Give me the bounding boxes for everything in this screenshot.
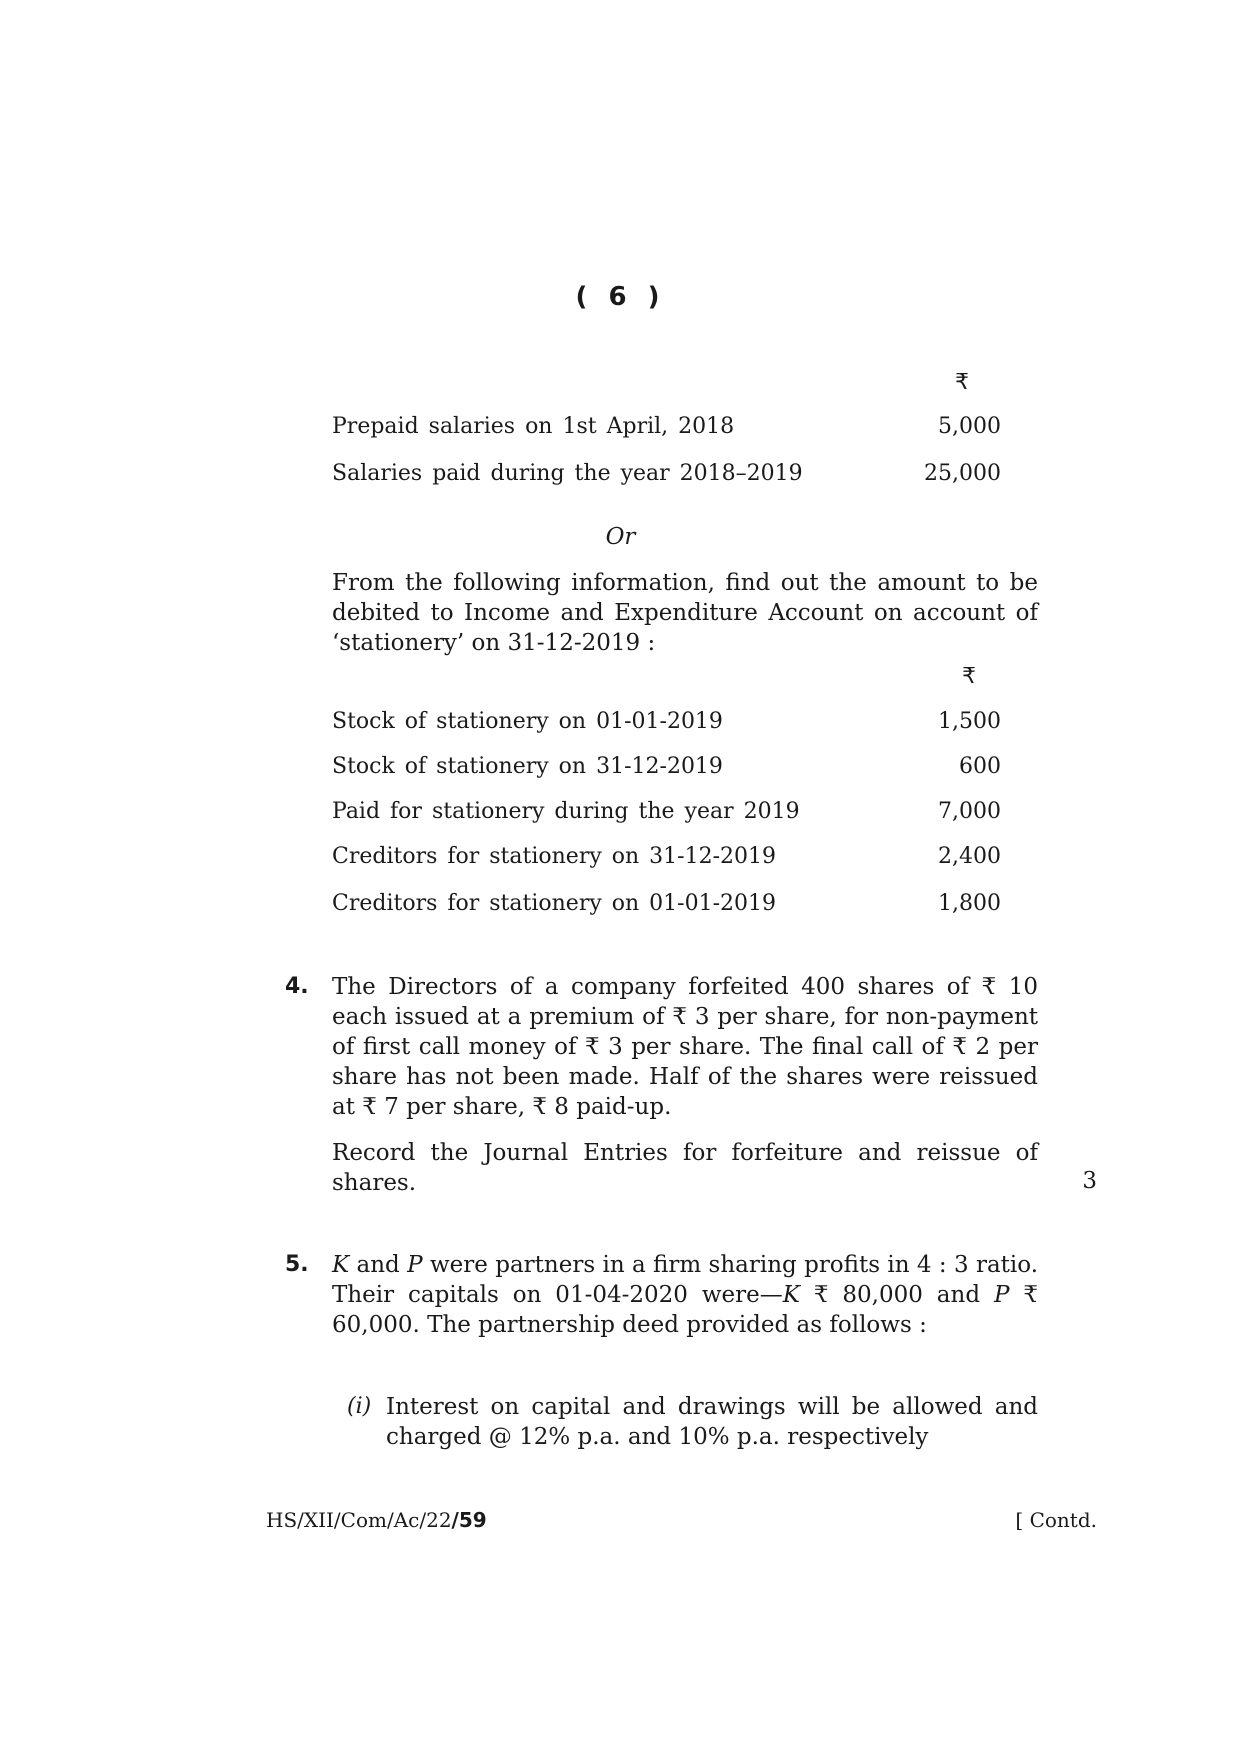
question-4-instruction: Record the Journal Entries for forfeiture and reissue of shares. xyxy=(332,1140,1038,1196)
or-separator: Or xyxy=(605,524,636,550)
currency-header: ₹ xyxy=(955,370,969,395)
table-row-label: Stock of stationery on 31-12-2019 xyxy=(332,754,723,779)
table-row-label: Creditors for stationery on 31-12-2019 xyxy=(332,844,777,869)
question-5-line: were partners in a firm sharing profits in 4 : 3 ratio. Their capitals on 01-04-2020 were— xyxy=(332,1252,1039,1308)
sub-item-text: Interest on capital and drawings will be allowed and charged @ 12% p.a. and 10% p.a. respectively xyxy=(386,1394,1038,1450)
table-row-value: 2,400 xyxy=(938,844,1001,869)
partner-k: K xyxy=(332,1252,350,1278)
paper-code xyxy=(266,1508,487,1532)
table-row-label: Salaries paid during the year 2018–2019 xyxy=(332,461,803,486)
table-row-value: 1,800 xyxy=(938,891,1001,916)
continued-label: [ Contd. xyxy=(1015,1508,1097,1532)
table-row-label: Paid for stationery during the year 2019 xyxy=(332,799,800,824)
question-4-text: The Directors of a company forfeited 400 shares of ₹ 10 each issued at a premium of ₹ 3 per share, for non-payment of first call money of ₹ 3 per share. The final call of ₹ 2 per share has not been made. Half of the shares were reissued at ₹ 7 per share, ₹ 8 paid-up. xyxy=(332,974,1038,1120)
question-marks: 3 xyxy=(1082,1168,1097,1194)
paper-code-main: HS/XII/Com/Ac/22 xyxy=(266,1508,452,1532)
table-row-value: 5,000 xyxy=(938,414,1001,439)
sub-item-label: (i) xyxy=(347,1394,372,1419)
table-row-label: Prepaid salaries on 1st April, 2018 xyxy=(332,414,735,439)
p-capital: ₹ 60,000. The partnership deed provided as follows : xyxy=(332,1282,1039,1338)
stationery-question: From the following information, find out the amount to be debited to Income and Expenditure Account on account of ‘stationery’ on 31-12-2019 : xyxy=(332,570,1038,656)
table-row-value: 7,000 xyxy=(938,799,1001,824)
page-number: ( 6 ) xyxy=(575,282,666,312)
question-number: 4. xyxy=(285,974,309,999)
question-number: 5. xyxy=(285,1252,309,1277)
k-capital: ₹ 80,000 and xyxy=(813,1282,981,1308)
paper-code-bold: /59 xyxy=(451,1508,487,1532)
table-row-label: Creditors for stationery on 01-01-2019 xyxy=(332,891,777,916)
question-5-text: K and P were partners in a firm sharing profits in 4 : 3 ratio. Their capitals on 01-04-2020 were—K ₹ 80,000 and P ₹ 60,000. The partnership deed provided as follows : xyxy=(332,1252,1039,1338)
table-row-value: 600 xyxy=(959,754,1001,779)
table-row-label: Stock of stationery on 01-01-2019 xyxy=(332,709,723,734)
partner-k-ref: K xyxy=(782,1282,800,1308)
partner-p: P xyxy=(407,1252,423,1278)
table-row-value: 25,000 xyxy=(924,461,1001,486)
partner-p-ref: P xyxy=(993,1282,1010,1308)
table-row-value: 1,500 xyxy=(938,709,1001,734)
currency-header: ₹ xyxy=(962,664,976,689)
